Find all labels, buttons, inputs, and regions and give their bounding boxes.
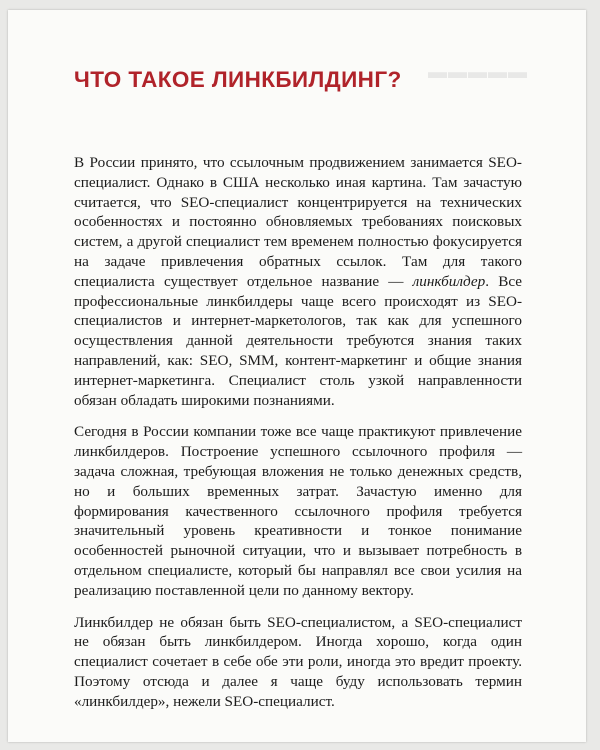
paragraph-2: Сегодня в России компании тоже все чаще практикуют привлечение линкбилдеров. Построение успешного ссылочного профиля — задача сложная, требующая вложения не только денежных средств, но и больших временных затрат. Зачастую именно для формирования качественного ссылочного профиля требуется значительный уровень креативности и тонкое понимание особенностей рыночной ситуации, что и вызывает потребность в отдельном специалисте, который бы направлял все свои усилия на реализацию поставленной цели по данному вектору.	[74, 423, 522, 599]
body-text	[74, 153, 522, 724]
book-page	[8, 10, 586, 742]
paragraph-1	[74, 153, 522, 410]
paragraph-1-text-before: В России принято, что ссылочным продвижением занимается SEO-специалист. Однако в США несколько иная картина. Там зачастую считается, что SEO-специалист концентрируется на технических особенностях и постоянно обновляемых требованиях поисковых систем, а другой специалист тем временем полностью фокусируется на задаче привлечения обратных ссылок. Там для такого специалиста существует отдельное название —	[74, 154, 522, 290]
paragraph-3: Линкбилдер не обязан быть SEO-специалистом, а SEO-специалист не обязан быть линкбилдером. Иногда хорошо, когда один специалист сочетает в себе обе эти роли, иногда это вредит проекту. Поэтому отсюда и далее я чаще буду использовать термин «линкбилдер», нежели SEO-специалист.	[74, 613, 522, 710]
paragraph-1-text-after: . Все профессиональные линкбилдеры чаще всего происходят из SEO-специалистов и интернет-маркетологов, так как для успешного осуществления данной деятельности требуются знания таких направлений, как: SEO, SMM, контент-маркетинг и общие знания интернет-маркетинга. Специалист столь узкой направленности обязан обладать широкими познаниями.	[74, 272, 522, 409]
page-title: ЧТО ТАКОЕ ЛИНКБИЛДИНГ?	[74, 67, 402, 92]
emphasis-term: линкбилдер	[412, 272, 486, 290]
show-through-decoration: ▬▬▬▬▬	[428, 62, 528, 83]
